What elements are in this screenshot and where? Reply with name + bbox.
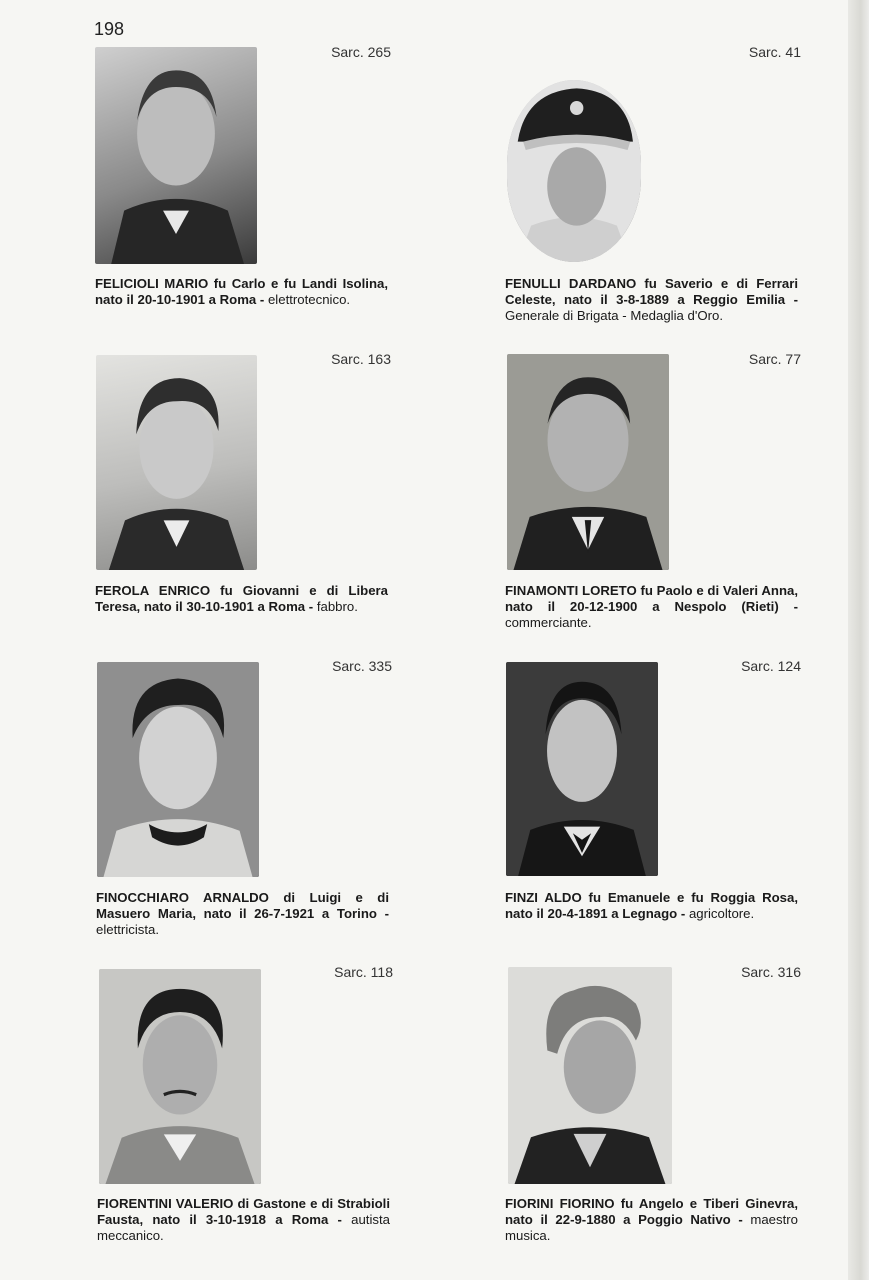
caption: [505, 276, 798, 324]
caption-text: autista meccanico.: [97, 1212, 390, 1243]
sarc-label: Sarc. 77: [748, 351, 801, 367]
caption-text: maestro musica.: [505, 1212, 798, 1243]
sarc-label: Sarc. 163: [331, 351, 391, 367]
sarc-label: Sarc. 124: [741, 658, 801, 674]
portrait-photo: [507, 80, 641, 262]
portrait-icon: [96, 355, 257, 570]
caption-bold: FINOCCHIARO ARNALDO di Luigi e di Masuero Maria, nato il 26-7-1921 a Torino -: [96, 890, 389, 921]
caption-text: commerciante.: [505, 615, 592, 630]
portrait-photo: [508, 967, 672, 1184]
caption-bold: FINZI ALDO fu Emanuele e fu Roggia Rosa, nato il 20-4-1891 a Legnago -: [505, 890, 798, 921]
caption: [505, 1196, 798, 1244]
caption: [95, 583, 388, 615]
portrait-photo: [96, 355, 257, 570]
caption-bold: FEROLA ENRICO fu Giovanni e di Libera Teresa, nato il 30-10-1901 a Roma -: [95, 583, 388, 614]
caption-bold: FIORINI FIORINO fu Angelo e Tiberi Ginevra, nato il 22-9-1880 a Poggio Nativo -: [505, 1196, 798, 1227]
sarc-label: Sarc. 41: [748, 44, 801, 60]
portrait-photo: [97, 662, 259, 877]
portrait-photo: [95, 47, 257, 264]
caption-bold: FINAMONTI LORETO fu Paolo e di Valeri Anna, nato il 20-12-1900 a Nespolo (Rieti) -: [505, 583, 798, 614]
portrait-photo: [507, 354, 669, 570]
sarc-label: Sarc. 316: [741, 964, 801, 980]
caption-text: Generale di Brigata - Medaglia d'Oro.: [505, 308, 724, 323]
portrait-icon: [508, 967, 672, 1184]
caption-text: elettricista.: [96, 922, 160, 937]
sarc-label: Sarc. 118: [334, 964, 393, 980]
portrait-icon: [99, 969, 261, 1184]
sarc-label: Sarc. 265: [331, 44, 391, 60]
portrait-icon: [506, 662, 658, 876]
caption-text: agricoltore.: [685, 906, 755, 921]
caption: [505, 890, 798, 922]
caption: [95, 276, 388, 308]
portrait-icon: [507, 80, 641, 262]
caption: [97, 1196, 390, 1244]
portrait-icon: [97, 662, 259, 877]
sarc-label: Sarc. 335: [332, 658, 392, 674]
caption: [96, 890, 389, 938]
caption-text: fabbro.: [313, 599, 358, 614]
page-edge: [848, 0, 869, 1280]
caption-text: elettrotecnico.: [264, 292, 351, 307]
caption-bold: FELICIOLI MARIO fu Carlo e fu Landi Isolina, nato il 20-10-1901 a Roma -: [95, 276, 388, 307]
caption-bold: FENULLI DARDANO fu Saverio e di Ferrari Celeste, nato il 3-8-1889 a Reggio Emilia -: [505, 276, 798, 307]
portrait-photo: [506, 662, 658, 876]
portrait-photo: [99, 969, 261, 1184]
caption: [505, 583, 798, 631]
portrait-icon: [507, 354, 669, 570]
page-number: 198: [94, 19, 125, 39]
portrait-icon: [95, 47, 257, 264]
caption-bold: FIORENTINI VALERIO di Gastone e di Strabioli Fausta, nato il 3-10-1918 a Roma -: [97, 1196, 390, 1227]
